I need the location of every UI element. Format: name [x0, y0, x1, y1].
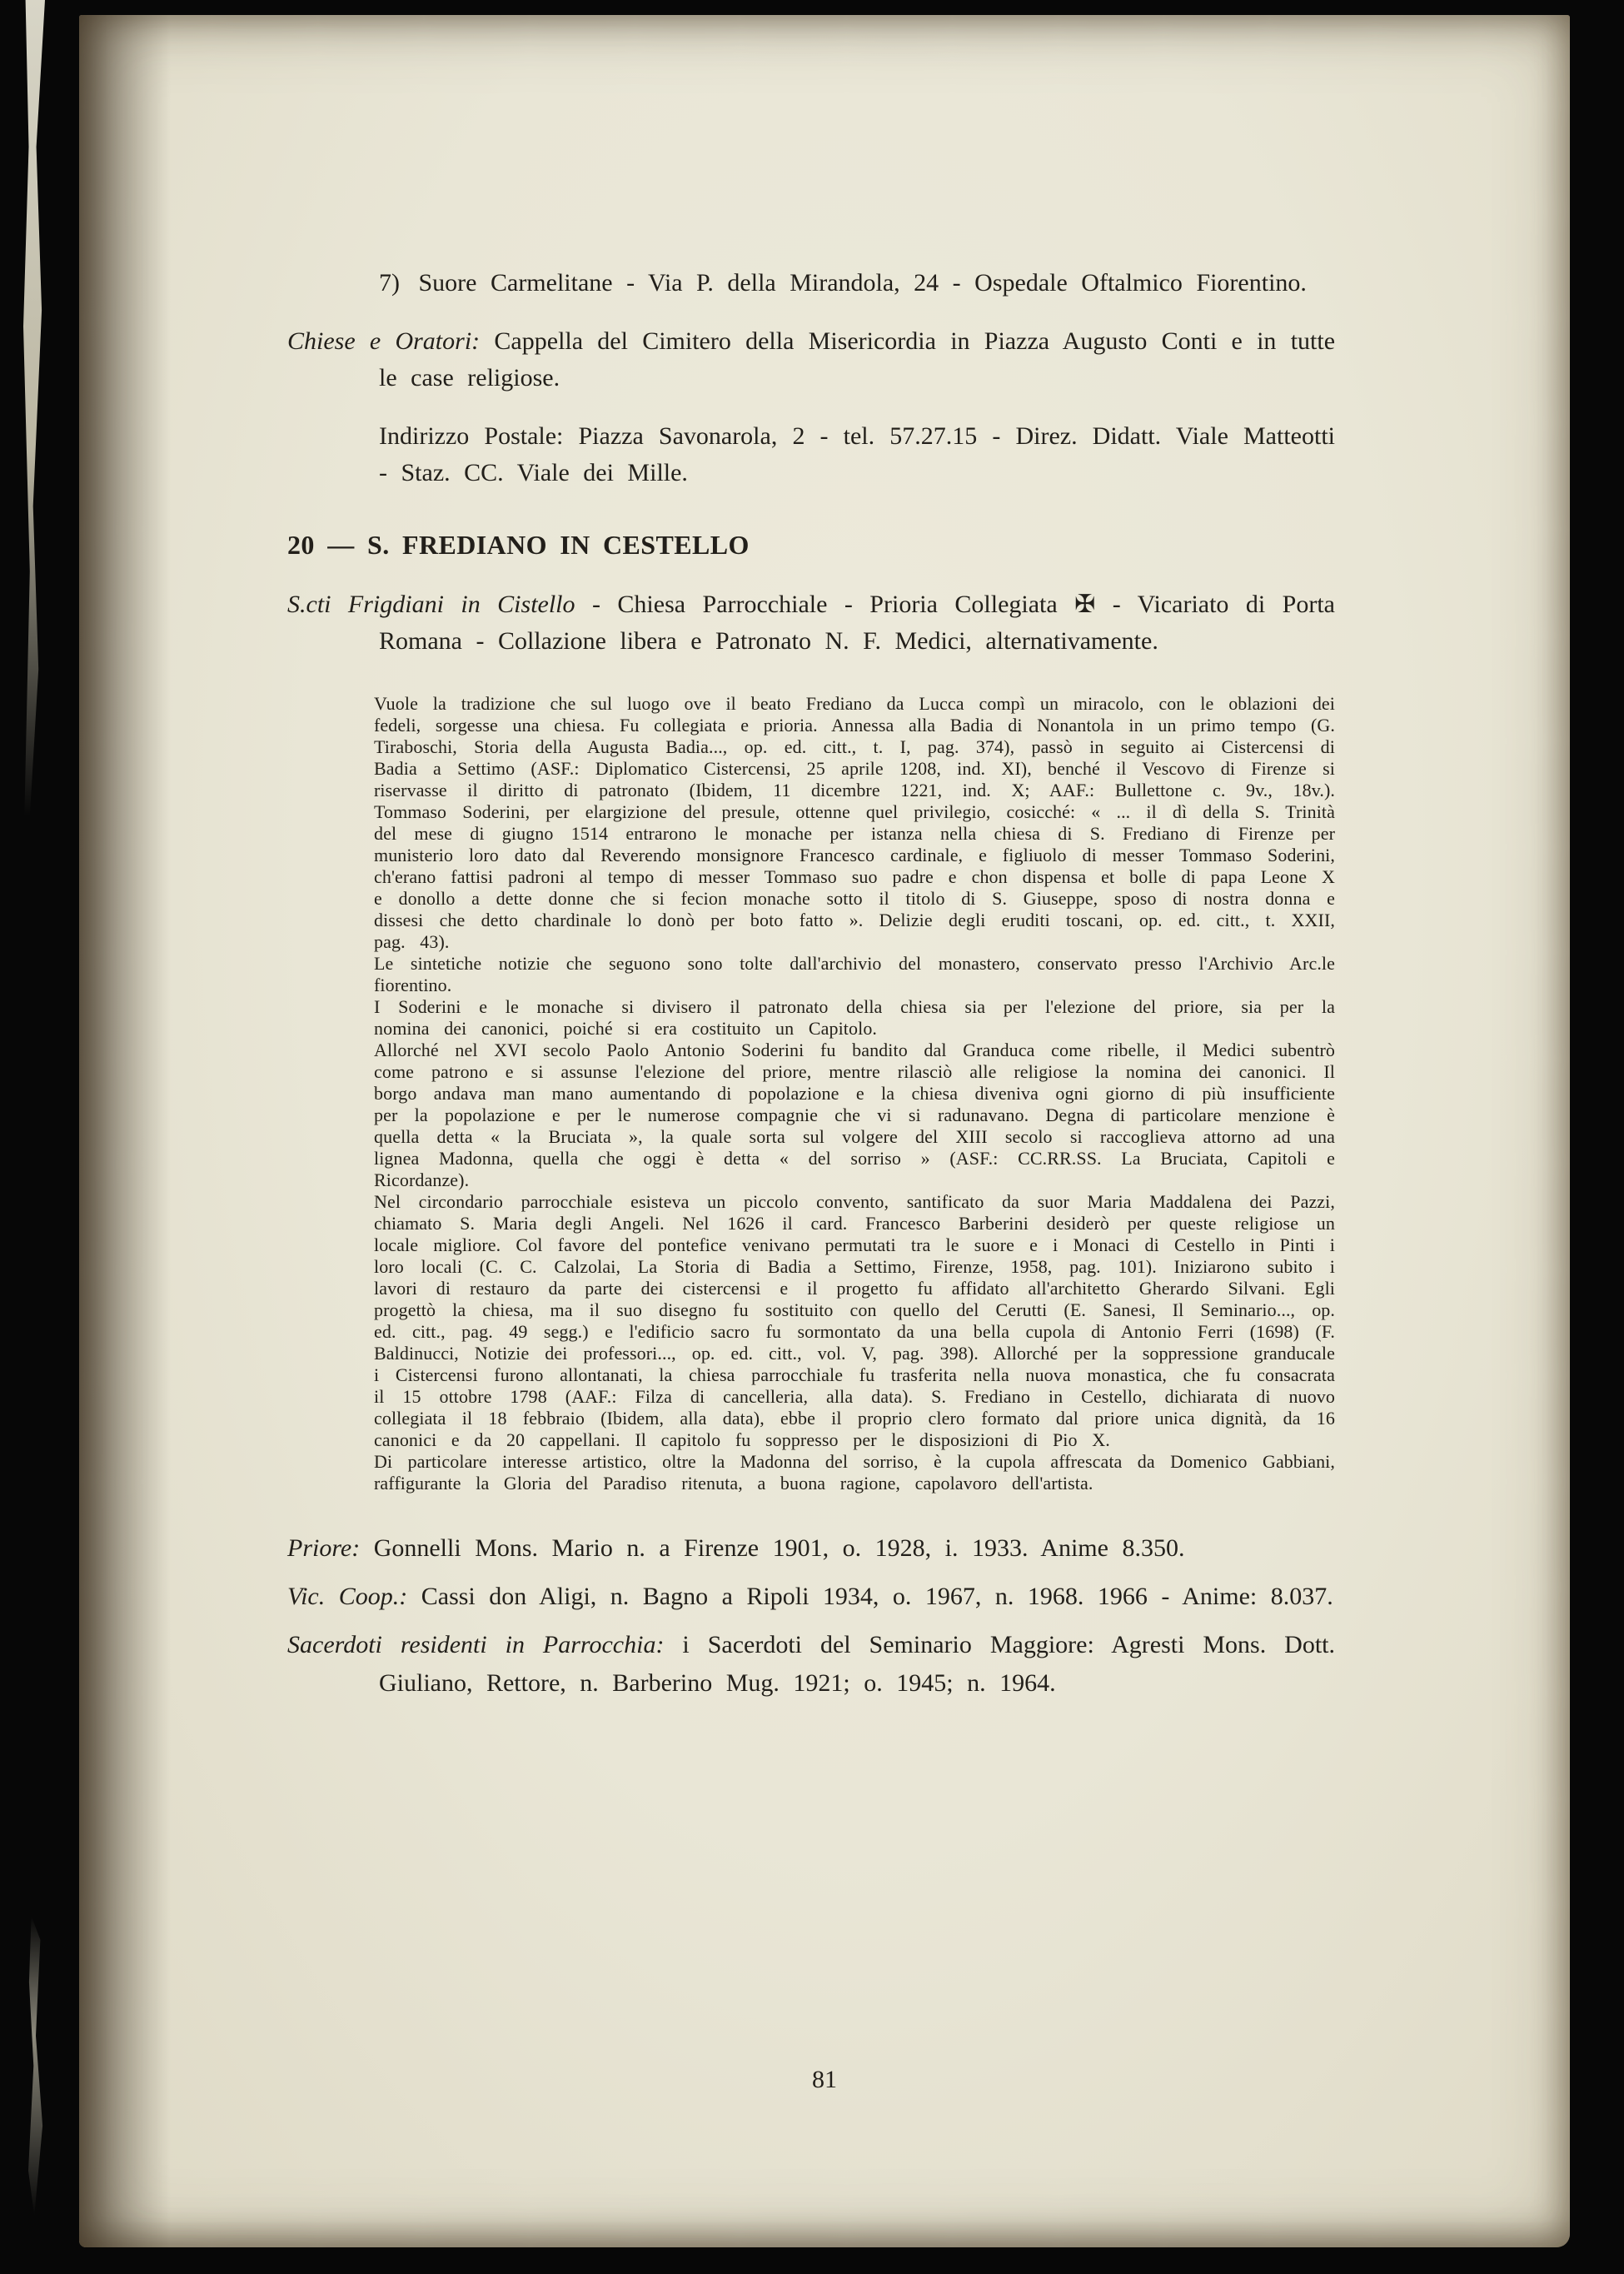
directory-item-7: [379, 265, 1335, 302]
book-page: [79, 15, 1570, 2247]
torn-paper-edge-bottom: [28, 1916, 43, 2216]
chiese-text: Cappella del Cimitero della Misericordia in Piazza Augusto Conti e in tutte le case religiose.: [379, 327, 1336, 391]
notes-paragraph: Allorché nel XVI secolo Paolo Antonio Soderini fu bandito dal Granduca come ribelle, il Medici subentrò come patrono e si assunse l'elezione del priore, mentre rilasciò alle religiose la nomina dei canonici. Il borgo andava man mano aumentando di popolazione e la chiesa diveniva ogni giorno di più insufficiente per la popolazione e per le numerose compagnie che vi si radunavano. Degna di particolare menzione è quella detta « la Bruciata », la quale sorta sul volgere del XIII secolo si raccoglieva attorno ad una lignea Madonna, quella che oggi è detta « del sorriso » (ASF.: CC.RR.SS. La Bruciata, Capitoli e Ricordanze).: [374, 1040, 1335, 1190]
entry-heading: 20 — S. FREDIANO IN CESTELLO: [287, 530, 750, 560]
clergy-priore: [287, 1529, 1335, 1568]
clergy-list: [287, 1529, 1335, 1703]
subtitle-latin-name: S.cti Frigdiani in Cistello: [287, 591, 575, 618]
historical-notes: [374, 693, 1335, 1494]
chiese-label: Chiese e Oratori:: [287, 327, 481, 355]
clergy-vic-coop-text: Cassi don Aligi, n. Bagno a Ripoli 1934, o. 1967, n. 1968. 1966 - Anime: 8.037.: [421, 1583, 1333, 1610]
page-number: 81: [812, 2066, 837, 2093]
clergy-sacerdoti-text: i Sacerdoti del Seminario Maggiore: Agresti Mons. Dott. Giuliano, Rettore, n. Barberino Mug. 1921; o. 1945; n. 1964.: [379, 1631, 1336, 1697]
clergy-vic-coop-label: Vic. Coop.:: [287, 1583, 408, 1610]
chiese-e-oratori-paragraph: [287, 323, 1335, 396]
notes-paragraph: Vuole la tradizione che sul luogo ove il beato Frediano da Lucca compì un miracolo, con le oblazioni dei fedeli, sorgesse una chiesa. Fu collegiata e prioria. Annessa alla Badia di Nonantola in un primo tempo (G. Tiraboschi, Storia della Augusta Badia..., op. ed. citt., t. I, pag. 374), passò in seguito ai Cistercensi di Badia a Settimo (ASF.: Diplomatico Cistercensi, 25 aprile 1208, ind. XI), benché il Vescovo di Firenze si riservasse il diritto di patronato (Ibidem, 11 dicembre 1221, ind. X; AAF.: Bullettone c. 9v., 18v.). Tommaso Soderini, per elargizione del presule, ottenne quel privilegio, cosicché: « ... il dì della S. Trinità del mese di giugno 1514 entrarono le monache per istanza nella chiesa di S. Frediano di Firenze per munisterio loro dato dal Reverendo monsignore Francesco cardinale, e figliuolo di messer Tommaso Soderini, ch'erano fattisi padroni al tempo di messer Tommaso suo padre e chon dispensa et bolle di papa Leone X e donollo a dette donne che si fecion monache sotto il titolo di S. Giuseppe, sposo di nostra donna e dissesi che detto chardinale lo donò per boto fatto ». Delizie degli eruditi toscani, op. ed. citt., t. XXII, pag. 43).: [374, 693, 1335, 952]
clergy-sacerdoti-label: Sacerdoti residenti in Parrocchia:: [287, 1631, 665, 1658]
item-text: Suore Carmelitane - Via P. della Mirandola, 24 - Ospedale Oftalmico Fiorentino.: [418, 269, 1307, 297]
subtitle-text: - Chiesa Parrocchiale - Prioria Collegiata ✠ - Vicariato di Porta Romana - Collazione libera e Patronato N. F. Medici, alternativamente.: [379, 591, 1335, 655]
page-content: [287, 265, 1335, 1713]
clergy-sacerdoti: [287, 1626, 1335, 1703]
notes-paragraph: Le sintetiche notizie che seguono sono tolte dall'archivio del monastero, conservato presso l'Archivio Arc.le fiorentino.: [374, 953, 1335, 995]
notes-paragraph: Nel circondario parrocchiale esisteva un piccolo convento, santificato da suor Maria Maddalena dei Pazzi, chiamato S. Maria degli Angeli. Nel 1626 il card. Francesco Barberini desiderò per queste religiose un locale migliore. Col favore del pontefice venivano permutati tra le suore e i Monaci di Cestello in Pinti i loro locali (C. C. Calzolai, La Storia di Badia a Settimo, Firenze, 1958, pag. 101). Iniziarono subito i lavori di restauro da parte dei cistercensi e il progetto fu affidato all'architetto Gherardo Silvani. Egli progettò la chiesa, ma il suo disegno fu sostituito con quello del Cerutti (E. Sanesi, Il Seminario..., op. ed. citt., pag. 49 segg.) e l'edificio sacro fu sormontato da una bella cupola di Antonio Ferri (1698) (F. Baldinucci, Notizie dei professori..., op. ed. citt., vol. V, pag. 398). Allorché per la soppressione granducale i Cistercensi furono allontanati, la chiesa parrocchiale fu trasferita nella nuova monastica, che fu consacrata il 15 ottobre 1798 (AAF.: Filza di cancelleria, alla data). S. Frediano in Cestello, dichiarata di nuovo collegiata il 18 febbraio (Ibidem, alla data), ebbe il proprio clero formato dal priore unica dignità, da 16 canonici e da 20 cappellani. Il capitolo fu soppresso per le disposizioni di Pio X.: [374, 1191, 1335, 1450]
indirizzo-postale-paragraph: Indirizzo Postale: Piazza Savonarola, 2 - tel. 57.27.15 - Direz. Didatt. Viale Matteotti - Staz. CC. Viale dei Mille.: [379, 422, 1335, 486]
clergy-priore-text: Gonnelli Mons. Mario n. a Firenze 1901, o. 1928, i. 1933. Anime 8.350.: [373, 1534, 1185, 1562]
notes-paragraph: I Soderini e le monache si divisero il patronato della chiesa sia per l'elezione del priore, sia per la nomina dei canonici, poiché si era costituito un Capitolo.: [374, 996, 1335, 1039]
entry-subtitle: [287, 586, 1335, 660]
clergy-vic-coop: [287, 1578, 1335, 1616]
item-number: 7): [379, 269, 400, 297]
binding-shadow: [79, 15, 171, 2247]
clergy-priore-label: Priore:: [287, 1534, 361, 1562]
notes-paragraph: Di particolare interesse artistico, oltre la Madonna del sorriso, è la cupola affrescata da Domenico Gabbiani, raffigurante la Gloria del Paradiso ritenuta, a buona ragione, capolavoro dell'artista.: [374, 1451, 1335, 1494]
torn-paper-edge-top: [23, 0, 45, 816]
